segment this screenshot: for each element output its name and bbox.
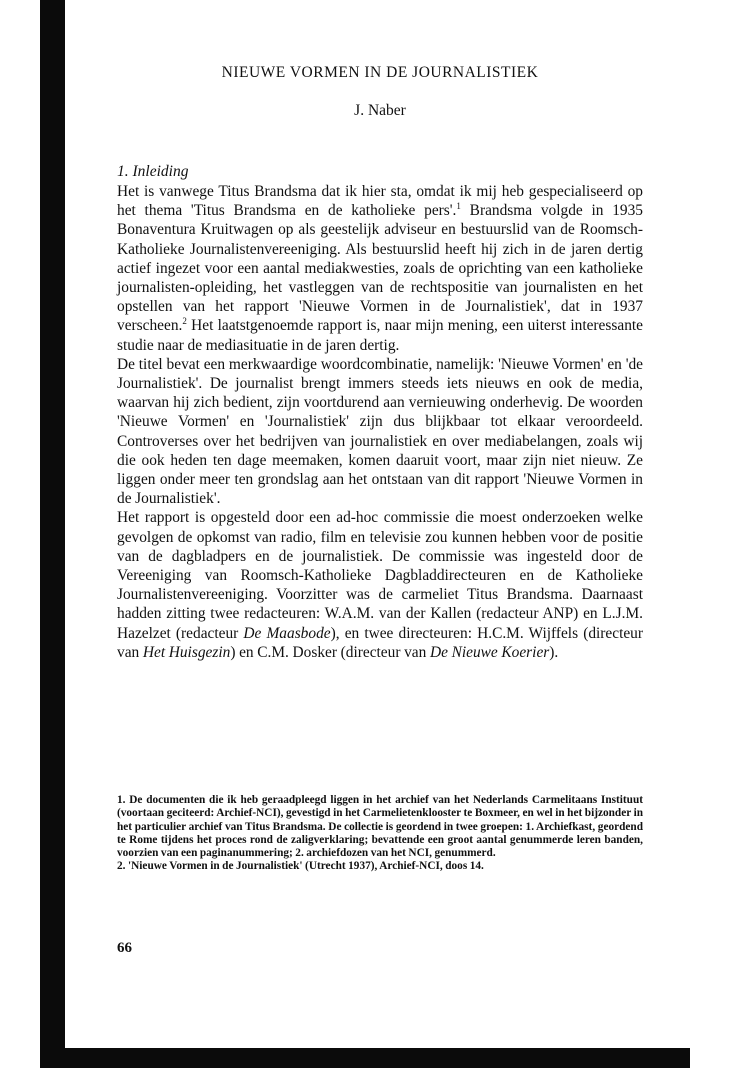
paragraph-3-part-a: Het rapport is opgesteld door een ad-hoc commissie die moest onderzoeken welke gevolgen de opkomst van radio, film en televisie zou kunnen hebben voor de positie van de dagbladpers en de journalistiek. De commissie was ingesteld door de Vereeniging van Roomsch-Katholieke Dagbladdirecteuren en de Katholieke Journalistenvereeniging. Voorzitter was de carmeliet Titus Brandsma. Daarnaast hadden zitting twee redacteuren: W.A.M. van der Kallen (redacteur ANP) en L.J.M. Hazelzet (redacteur [117,509,643,642]
body-text [117,182,643,662]
footnote-2: 2. 'Nieuwe Vormen in de Journalistiek' (Utrecht 1937), Archief-NCI, doos 14. [117,860,484,873]
paragraph-3-part-b: ), en twee directeuren: H.C.M. Wijffels (directeur van [117,624,643,661]
footnote-1: 1. De documenten die ik heb geraadpleegd liggen in het archief van het Nederlands Carmelitaans Instituut (voortaan geciteerd: Archief-NCI), gevestigd in het Carmelietenklooster te Boxmeer, en wel in het bijzonder in het particulier archief van Titus Brandsma. De collectie is geordend in twee groepen: 1. Archiefkast, geordend te Rome tijdens het proces rond de zaligverklaring; bevattende een groot aantal genummerde leren banden, voorzien van een paginanummering; 2. archiefdozen van het NCI, genummerd. [117,794,643,860]
paragraph-3 [117,508,643,662]
paragraph-1-part-b: Brandsma volgde in 1935 Bonaventura Kruitwagen op als geestelijk adviseur en bestuurslid van de Roomsch-Katholieke Journalistenvereeniging. Als bestuurslid heeft hij zich in de jaren dertig actief ingezet voor een aantal mediakwesties, zoals de oprichting van een katholieke journalisten-opleiding, het vastleggen van de rechtspositie van journalisten en het opstellen van het rapport 'Nieuwe Vormen in de Journalistiek', dat in 1937 verscheen. [117,202,644,335]
footnote-ref-2: 2 [182,316,187,327]
section-heading [117,162,643,182]
newspaper-title-de-maasbode: De Maasbode [243,624,331,642]
page-number: 66 [117,940,132,956]
newspaper-title-het-huisgezin: Het Huisgezin [142,643,231,661]
article [117,60,643,662]
scan-border-left [40,0,65,1048]
paragraph-1-part-a: Het is vanwege Titus Brandsma dat ik hier sta, omdat ik mij heb gespecialiseerd op het thema 'Titus Brandsma en de katholieke pers'. [117,183,643,220]
footnote-ref-1: 1 [456,201,461,212]
paragraph-1-part-c: Het laatstgenoemde rapport is, naar mijn mening, een uiterst interessante studie naar de mediasituatie in de jaren dertig. [117,317,643,354]
section-number: 1. [117,163,129,180]
article-author: J. Naber [354,102,406,119]
scan-border-bottom [40,1048,690,1068]
paragraph-3-part-c: ) en C.M. Dosker (directeur van [230,643,430,661]
article-title: NIEUWE VORMEN IN DE JOURNALISTIEK [221,64,539,81]
footnotes [117,794,643,874]
paragraph-1 [117,182,643,355]
newspaper-title-de-nieuwe-koerier: De Nieuwe Koerier [429,643,550,661]
paragraph-3-part-d: ). [549,643,559,661]
section-title: Inleiding [132,163,189,180]
paragraph-2: De titel bevat een merkwaardige woordcombinatie, namelijk: 'Nieuwe Vormen' en 'de Journalistiek'. De journalist brengt immers steeds iets nieuws en ook de media, waarvan hij zich bedient, zijn voortdurend aan vernieuwing onderhevig. De woorden 'Nieuwe Vormen' en 'Journalistiek' zijn dus blijkbaar tot elkaar veroordeeld. Controverses over het bedrijven van journalistiek en over mediabelangen, zoals wij die ook heden ten dage meemaken, komen daaruit voort, maar zijn niet nieuw. Ze liggen onder meer ten grondslag aan het ontstaan van dit rapport 'Nieuwe Vormen in de Journalistiek'. [117,355,643,508]
